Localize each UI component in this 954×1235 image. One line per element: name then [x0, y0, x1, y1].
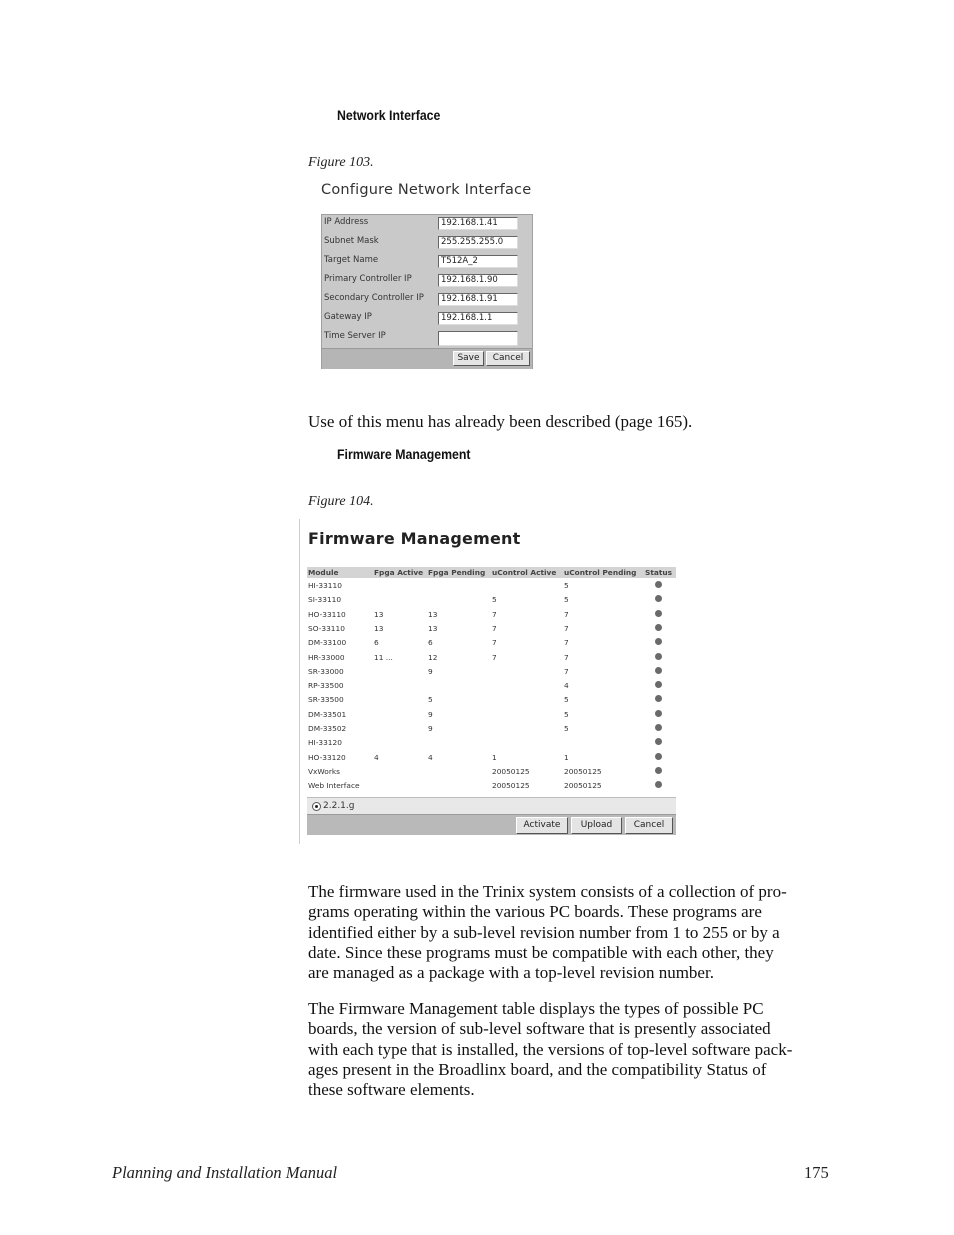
paragraph-line: grams operating within the various PC boards. These programs are [308, 902, 762, 922]
footer-page-number: 175 [804, 1163, 829, 1182]
cell-fpga-active: 4 [374, 752, 379, 762]
cell-module: SO-33110 [308, 623, 345, 633]
status-indicator-icon [655, 667, 662, 674]
table-row [307, 764, 676, 778]
column-header-ucontrol-active: uControl Active [492, 568, 557, 577]
firmware-button-bar [307, 814, 676, 835]
cell-fpga-pending: 9 [428, 724, 433, 733]
package-version-label: 2.2.1.g [323, 801, 355, 811]
cell-fpga-pending: 5 [428, 695, 433, 705]
cell-module: SR-33500 [308, 695, 344, 705]
cell-module: DM-33501 [308, 709, 347, 719]
table-row [307, 750, 676, 764]
cell-ucontrol-active: 20050125 [492, 766, 530, 776]
cell-fpga-pending: 9 [428, 709, 433, 719]
table-row [307, 778, 676, 792]
cell-module: SR-33000 [308, 666, 344, 676]
form-row-secondary-controller-ip [322, 291, 532, 310]
cell-ucontrol-pending: 5 [564, 581, 569, 590]
column-header-fpga-pending: Fpga Pending [428, 568, 486, 577]
firmware-table-header [307, 567, 676, 578]
primary-controller-ip-label: Primary Controller IP [324, 274, 412, 284]
package-version-row [307, 797, 676, 815]
subnet-mask-input[interactable]: 255.255.255.0 [438, 236, 518, 249]
cell-ucontrol-active: 7 [492, 638, 497, 648]
secondary-controller-ip-label: Secondary Controller IP [324, 293, 424, 303]
status-indicator-icon [655, 738, 662, 745]
menu-description-end: ). [682, 412, 693, 431]
upload-button[interactable]: Upload [571, 817, 622, 834]
status-indicator-icon [655, 595, 662, 602]
cell-fpga-pending: 9 [428, 666, 433, 676]
cell-ucontrol-pending: 5 [564, 695, 569, 705]
form-row-subnet-mask [322, 234, 532, 253]
menu-description [308, 412, 692, 432]
paragraph-line: identified either by a sub-level revision number from 1 to 255 or by a [308, 922, 780, 942]
form-row-gateway-ip [322, 310, 532, 329]
cell-ucontrol-pending: 20050125 [564, 766, 602, 776]
activate-button[interactable]: Activate [516, 817, 568, 834]
table-row [307, 692, 676, 706]
secondary-controller-ip-input[interactable]: 192.168.1.91 [438, 293, 518, 306]
cell-fpga-active: 13 [374, 609, 384, 619]
gateway-ip-input[interactable]: 192.168.1.1 [438, 312, 518, 325]
gateway-ip-label: Gateway IP [324, 312, 372, 322]
column-header-ucontrol-pending: uControl Pending [564, 568, 637, 577]
status-indicator-icon [655, 695, 662, 702]
paragraph-line: are managed as a package with a top-level revision number. [308, 963, 714, 983]
table-row [307, 735, 676, 749]
status-indicator-icon [655, 681, 662, 688]
column-header-module: Module [308, 568, 339, 577]
firmware-cancel-button[interactable]: Cancel [625, 817, 673, 834]
cell-module: RP-33500 [308, 681, 344, 691]
status-indicator-icon [655, 710, 662, 717]
status-indicator-icon [655, 610, 662, 617]
cell-ucontrol-pending: 5 [564, 724, 569, 733]
table-row [307, 635, 676, 649]
target-name-label: Target Name [324, 255, 379, 265]
ip-address-input[interactable]: 192.168.1.41 [438, 217, 518, 230]
paragraph-line: date. Since these programs must be compatible with each other, they [308, 942, 774, 962]
table-row [307, 607, 676, 621]
form-row-ip-address [322, 215, 532, 234]
cell-ucontrol-pending: 5 [564, 709, 569, 719]
cell-module: HO-33110 [308, 609, 346, 619]
cell-module: Web Interface [308, 781, 360, 791]
status-indicator-icon [655, 624, 662, 631]
cell-module: DM-33100 [308, 638, 347, 648]
package-version-radio[interactable] [312, 802, 321, 811]
cell-ucontrol-pending: 7 [564, 666, 569, 676]
cell-ucontrol-active: 7 [492, 623, 497, 633]
cell-ucontrol-pending: 7 [564, 652, 569, 662]
time-server-ip-label: Time Server IP [324, 331, 386, 341]
table-row [307, 721, 676, 735]
cell-module: HO-33120 [308, 752, 346, 762]
cell-ucontrol-pending: 5 [564, 595, 569, 605]
save-button[interactable]: Save [453, 351, 484, 366]
status-indicator-icon [655, 724, 662, 731]
firmware-paragraph-1 [308, 882, 787, 983]
cell-ucontrol-pending: 7 [564, 609, 569, 619]
section-heading-firmware-management: Firmware Management [337, 446, 471, 462]
cell-module: HR-33000 [308, 652, 345, 662]
cell-ucontrol-active: 20050125 [492, 781, 530, 791]
cell-module: HI-33120 [308, 738, 342, 748]
cell-fpga-active: 6 [374, 638, 379, 648]
cell-fpga-pending: 13 [428, 609, 438, 619]
table-row [307, 578, 676, 592]
column-header-status: Status [645, 568, 673, 577]
status-indicator-icon [655, 638, 662, 645]
cell-ucontrol-pending: 1 [564, 752, 569, 762]
page-reference-link[interactable]: page 165 [620, 412, 683, 431]
table-row [307, 678, 676, 692]
form-button-bar [322, 348, 532, 369]
cell-fpga-active: 11 ... [374, 652, 393, 662]
table-row [307, 621, 676, 635]
cell-module: HI-33110 [308, 581, 342, 590]
table-row [307, 664, 676, 678]
cell-fpga-pending: 12 [428, 652, 438, 662]
figure-104-caption: Figure 104. [308, 494, 374, 509]
cell-module: SI-33110 [308, 595, 342, 605]
status-indicator-icon [655, 767, 662, 774]
cell-ucontrol-active: 5 [492, 595, 497, 605]
cell-fpga-active: 13 [374, 623, 384, 633]
cancel-button[interactable]: Cancel [486, 351, 530, 366]
cell-ucontrol-pending: 7 [564, 623, 569, 633]
status-indicator-icon [655, 781, 662, 788]
form-row-target-name [322, 253, 532, 272]
form-row-primary-controller-ip [322, 272, 532, 291]
paragraph-line: boards, the version of sub-level software that is presently associated [308, 1019, 771, 1039]
table-row [307, 707, 676, 721]
paragraph-line: with each type that is installed, the versions of top-level software pack- [308, 1039, 793, 1059]
column-header-fpga-active: Fpga Active [374, 568, 424, 577]
cell-ucontrol-active: 1 [492, 752, 497, 762]
status-indicator-icon [655, 581, 662, 588]
cell-ucontrol-active: 7 [492, 652, 497, 662]
status-indicator-icon [655, 753, 662, 760]
table-row [307, 592, 676, 606]
cell-ucontrol-pending: 4 [564, 681, 569, 691]
target-name-input[interactable]: T512A_2 [438, 255, 518, 268]
cell-fpga-pending: 6 [428, 638, 433, 648]
ip-address-label: IP Address [324, 217, 369, 227]
status-indicator-icon [655, 653, 662, 660]
cell-fpga-pending: 4 [428, 752, 433, 762]
time-server-ip-input[interactable] [438, 331, 518, 346]
cell-fpga-pending: 13 [428, 623, 438, 633]
section-heading-network-interface: Network Interface [337, 107, 441, 123]
footer-manual-title: Planning and Installation Manual [112, 1163, 338, 1182]
primary-controller-ip-input[interactable]: 192.168.1.90 [438, 274, 518, 287]
cell-ucontrol-pending: 20050125 [564, 781, 602, 791]
firmware-management-title: Firmware Management [308, 529, 521, 548]
paragraph-line: ages present in the Broadlinx board, and the compatibility Status of [308, 1059, 767, 1079]
cell-module: DM-33502 [308, 724, 347, 733]
firmware-paragraph-2 [308, 999, 792, 1100]
paragraph-line: The firmware used in the Trinix system consists of a collection of pro- [308, 882, 787, 901]
configure-network-interface-title: Configure Network Interface [321, 182, 532, 198]
paragraph-line: these software elements. [308, 1080, 475, 1100]
table-row [307, 650, 676, 664]
paragraph-line: The Firmware Management table displays the types of possible PC [308, 999, 764, 1018]
cell-module: VxWorks [308, 766, 340, 776]
subnet-mask-label: Subnet Mask [324, 236, 379, 246]
cell-ucontrol-pending: 7 [564, 638, 569, 648]
network-interface-form [321, 214, 533, 369]
form-row-time-server-ip [322, 329, 532, 348]
figure-103-caption: Figure 103. [308, 155, 374, 170]
firmware-management-panel [299, 519, 677, 844]
menu-description-text: Use of this menu has already been described ( [308, 412, 621, 431]
cell-ucontrol-active: 7 [492, 609, 497, 619]
